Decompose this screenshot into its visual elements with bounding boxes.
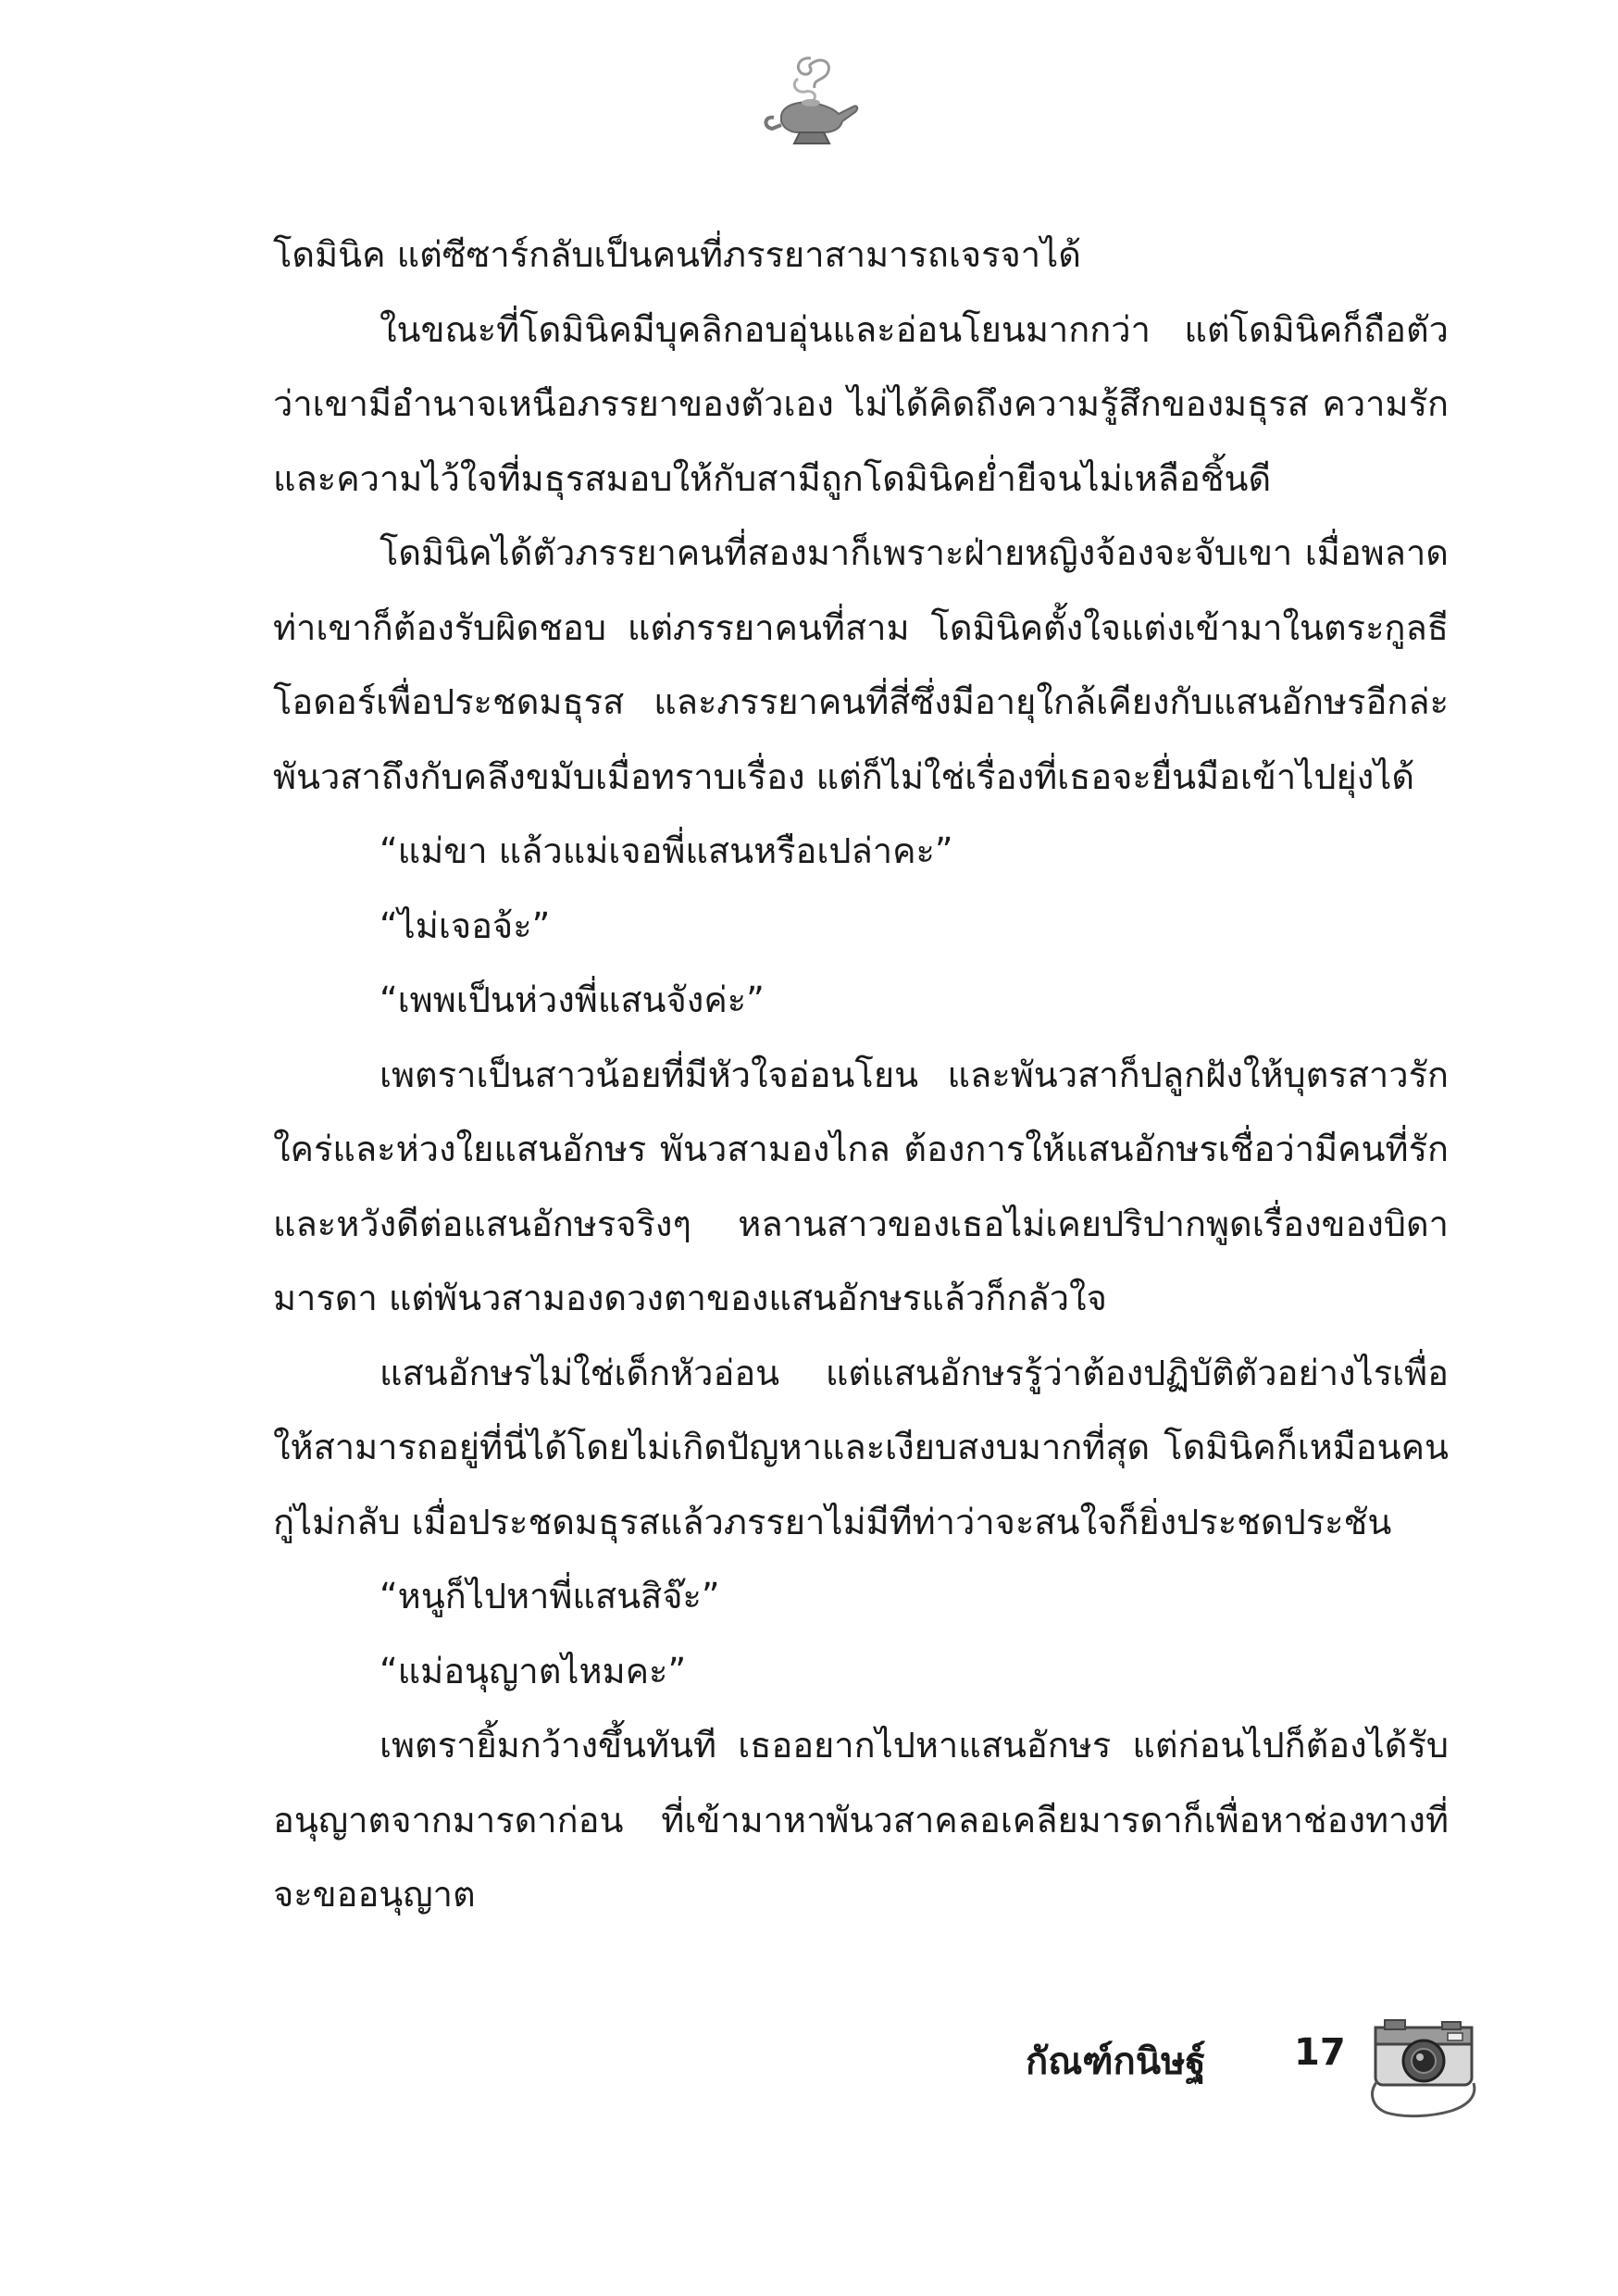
page-footer — [0, 2000, 1618, 2129]
page-number: 17 — [1294, 2031, 1346, 2074]
dialogue-line: “แม่ขา แล้วแม่เจอพี่แสนหรือเปล่าคะ” — [380, 830, 953, 871]
book-title: กัณฑ์กนิษฐ์ — [1026, 2040, 1206, 2083]
dialogue-line: “ไม่เจอจ้ะ” — [380, 905, 551, 946]
dialogue-line: “เพพเป็นห่วงพี่แสนจังค่ะ” — [380, 980, 765, 1020]
dialogue-line: “หนูก็ไปหาพี่แสนสิจ๊ะ” — [380, 1576, 720, 1616]
paragraph: เพตราเป็นสาวน้อยที่มีหัวใจอ่อนโยน และพันวสาก็ปลูกฝังให้บุตรสาวรักใคร่และห่วงใยแสนอักษร พันวสามองไกล ต้องการให้แสนอักษรเชื่อว่ามีคนที่รักและหวังดีต่อแสนอักษรจริงๆ หลานสาวของเธอไม่เคยปริปากพูดเรื่องของบิดามารดา แต่พันวสามองดวงตาของแสนอักษรแล้วก็กลัวใจ — [273, 1054, 1449, 1318]
dialogue-line: “แม่อนุญาตไหมคะ” — [380, 1650, 687, 1691]
paragraph: ในขณะที่โดมินิคมีบุคลิกอบอุ่นและอ่อนโยนมากกว่า แต่โดมินิคก็ถือตัวว่าเขามีอำนาจเหนือภรรยาของตัวเอง ไม่ได้คิดถึงความรู้สึกของมธุรส ความรักและความไว้ใจที่มธุรสมอบให้กับสามีถูกโดมินิคย่ำยีจนไม่เหลือชิ้นดี — [273, 308, 1449, 499]
camera-icon — [1359, 2000, 1488, 2125]
paragraph: แสนอักษรไม่ใช่เด็กหัวอ่อน แต่แสนอักษรรู้ว่าต้องปฏิบัติตัวอย่างไรเพื่อให้สามารถอยู่ที่นี่ได้โดยไม่เกิดปัญหาและเงียบสงบมากที่สุด โดมินิคก็เหมือนคนกู่ไม่กลับ เมื่อประชดมธุรสแล้วภรรยาไม่มีทีท่าว่าจะสนใจก็ยิ่งประชดประชัน — [273, 1352, 1449, 1542]
genie-lamp-icon — [753, 51, 865, 153]
paragraph: เพตรายิ้มกว้างขึ้นทันที เธออยากไปหาแสนอักษร แต่ก่อนไปก็ต้องได้รับอนุญาตจากมารดาก่อน ที่เข้ามาหาพันวสาคลอเคลียมารดาก็เพื่อหาช่องทางที่จะขออนุญาต — [273, 1725, 1449, 1915]
body-text — [273, 218, 1449, 1932]
paragraph: โดมินิค แต่ซีซาร์กลับเป็นคนที่ภรรยาสามารถเจรจาได้ — [273, 234, 1081, 275]
paragraph: โดมินิคได้ตัวภรรยาคนที่สองมาก็เพราะฝ่ายหญิงจ้องจะจับเขา เมื่อพลาดท่าเขาก็ต้องรับผิดชอบ แต่ภรรยาคนที่สาม โดมินิคตั้งใจแต่งเข้ามาในตระกูลธีโอดอร์เพื่อประชดมธุรส และภรรยาคนที่สี่ซึ่งมีอายุใกล้เคียงกับแสนอักษรอีกล่ะ พันวสาถึงกับคลึงขมับเมื่อทราบเรื่อง แต่ก็ไม่ใช่เรื่องที่เธอจะยื่นมือเข้าไปยุ่งได้ — [273, 532, 1449, 797]
